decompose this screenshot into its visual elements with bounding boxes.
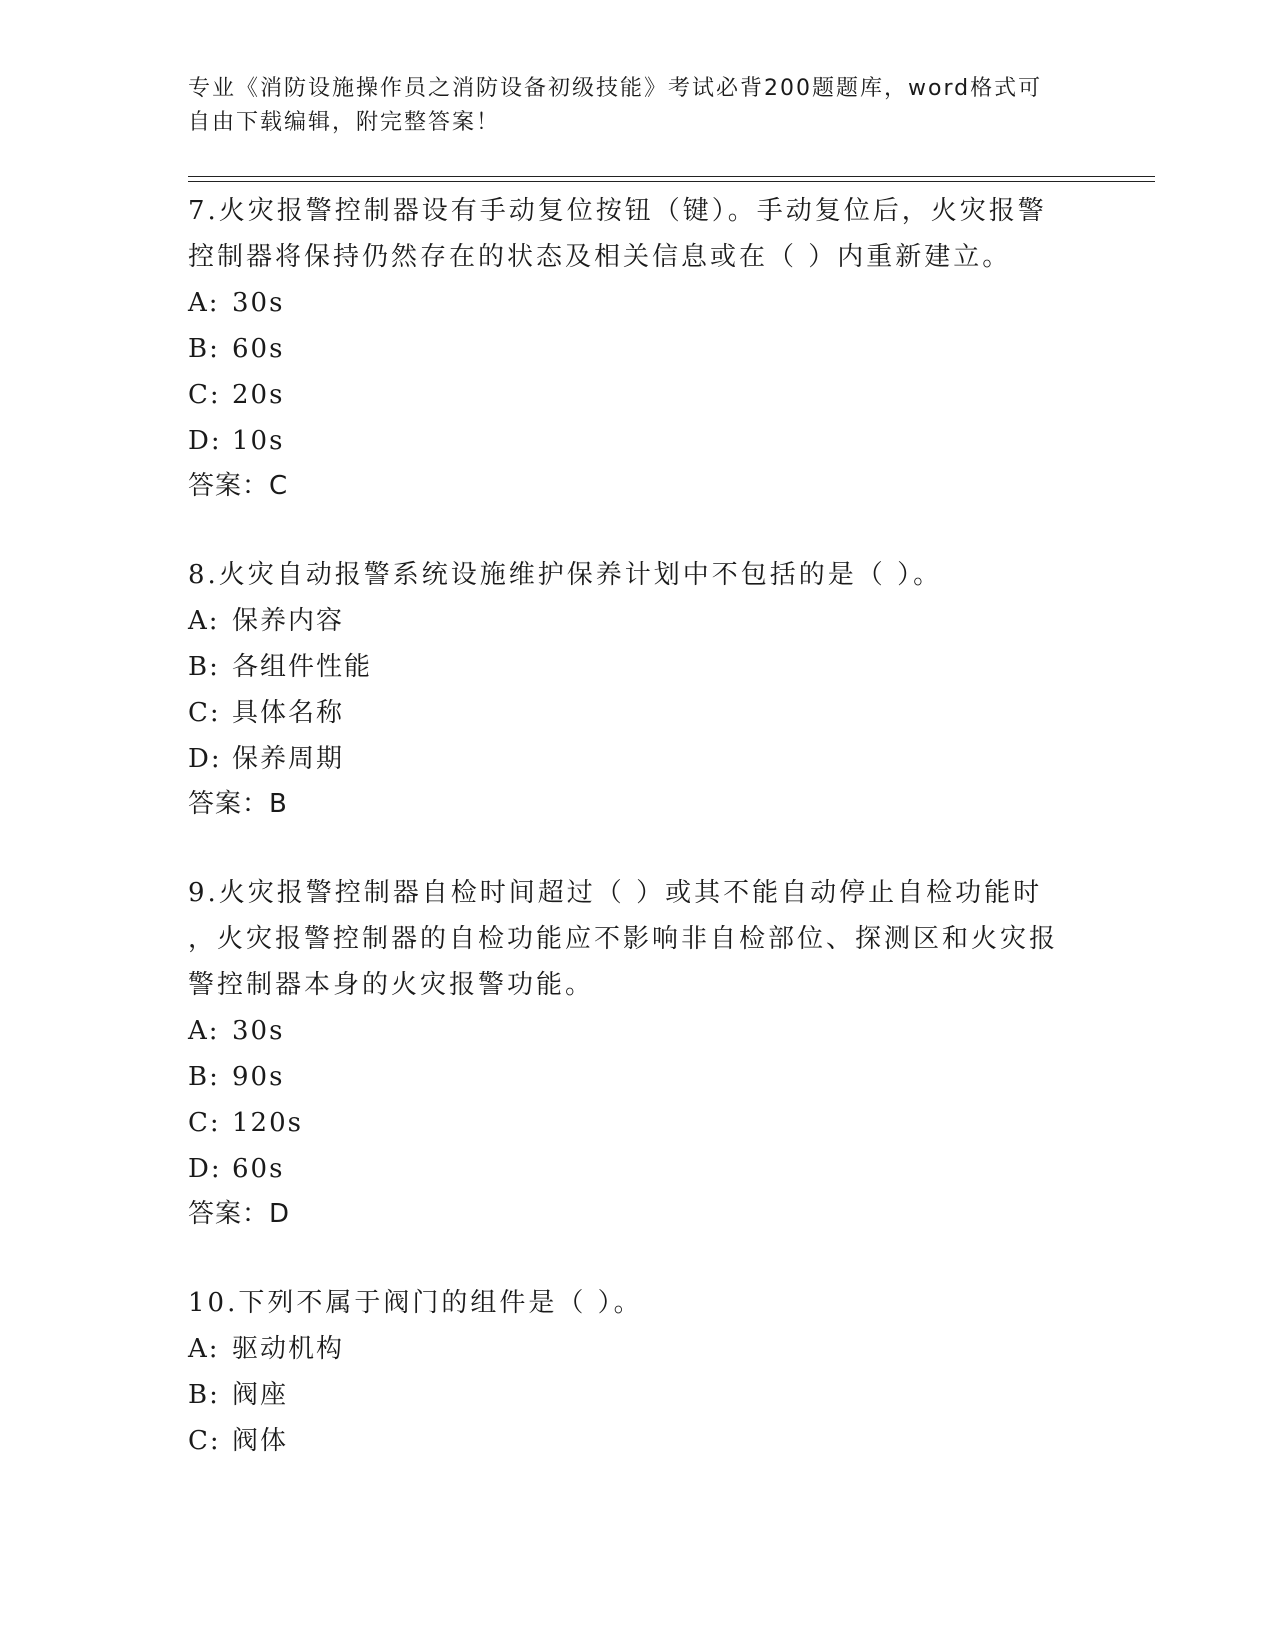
option-text: 90s	[232, 1062, 285, 1092]
answer-option	[188, 736, 1068, 782]
answer-option	[188, 1418, 1068, 1464]
option-text: 各组件性能	[232, 652, 373, 682]
answer-option	[188, 326, 1068, 372]
question-stem	[188, 870, 1068, 1008]
answer-option	[188, 280, 1068, 326]
answer-option	[188, 1146, 1068, 1192]
answer-option	[188, 1008, 1068, 1054]
option-text: 60s	[232, 1154, 285, 1184]
question-stem-line: 控制器将保持仍然存在的状态及相关信息或在（ ）内重新建立。	[188, 242, 1012, 272]
answer-option	[188, 644, 1068, 690]
option-letter: A:	[188, 1016, 220, 1046]
option-letter: B:	[188, 334, 220, 364]
option-text: 阀座	[232, 1380, 289, 1410]
question-stem-line: 8.火灾自动报警系统设施维护保养计划中不包括的是（ ）。	[188, 560, 943, 590]
option-letter: A:	[188, 1334, 220, 1364]
option-letter: A:	[188, 288, 220, 318]
question-stem	[188, 552, 1068, 598]
option-text: 阀体	[232, 1426, 289, 1456]
question-stem-line: 9.火灾报警控制器自检时间超过（ ）或其不能自动停止自检功能时	[188, 878, 1043, 908]
header-rule-bottom	[188, 181, 1155, 182]
answer-option	[188, 690, 1068, 736]
option-text: 60s	[232, 334, 285, 364]
option-text: 120s	[232, 1108, 303, 1138]
option-letter: B:	[188, 1380, 220, 1410]
header-line-2: 自由下载编辑，附完整答案！	[188, 110, 501, 135]
correct-answer: 答案：B	[188, 789, 288, 819]
answer-option	[188, 1326, 1068, 1372]
header-rule-top	[188, 176, 1155, 177]
option-letter: B:	[188, 1062, 220, 1092]
question-block	[188, 1280, 1068, 1464]
question-block	[188, 552, 1068, 826]
option-letter: A:	[188, 606, 220, 636]
question-block	[188, 188, 1068, 508]
option-letter: D:	[188, 744, 222, 774]
option-letter: B:	[188, 652, 220, 682]
option-letter: D:	[188, 1154, 222, 1184]
document-header	[188, 72, 1068, 140]
option-text: 10s	[232, 426, 285, 456]
question-stem	[188, 188, 1068, 280]
option-text: 驱动机构	[232, 1334, 345, 1364]
option-text: 保养周期	[232, 744, 345, 774]
answer-option	[188, 372, 1068, 418]
option-text: 具体名称	[232, 698, 345, 728]
answer-option	[188, 418, 1068, 464]
option-text: 30s	[232, 288, 285, 318]
option-text: 30s	[232, 1016, 285, 1046]
answer-option	[188, 1100, 1068, 1146]
option-text: 20s	[232, 380, 285, 410]
question-list	[188, 188, 1068, 1464]
correct-answer: 答案：D	[188, 1199, 291, 1229]
answer-option	[188, 1372, 1068, 1418]
question-stem	[188, 1280, 1068, 1326]
question-stem-line: 7.火灾报警控制器设有手动复位按钮（键）。手动复位后，火灾报警	[188, 196, 1047, 226]
answer-option	[188, 598, 1068, 644]
question-stem-line: 警控制器本身的火灾报警功能。	[188, 970, 595, 1000]
option-letter: C:	[188, 1108, 221, 1138]
option-text: 保养内容	[232, 606, 345, 636]
header-line-1: 专业《消防设施操作员之消防设备初级技能》考试必背200题题库，word格式可	[188, 76, 1043, 101]
answer-option	[188, 1054, 1068, 1100]
option-letter: C:	[188, 380, 221, 410]
question-stem-line: ，火灾报警控制器的自检功能应不影响非自检部位、探测区和火灾报	[188, 924, 1059, 954]
correct-answer: 答案：C	[188, 471, 289, 501]
option-letter: D:	[188, 426, 222, 456]
option-letter: C:	[188, 698, 221, 728]
option-letter: C:	[188, 1426, 221, 1456]
question-block	[188, 870, 1068, 1236]
question-stem-line: 10.下列不属于阀门的组件是（ ）。	[188, 1288, 643, 1318]
